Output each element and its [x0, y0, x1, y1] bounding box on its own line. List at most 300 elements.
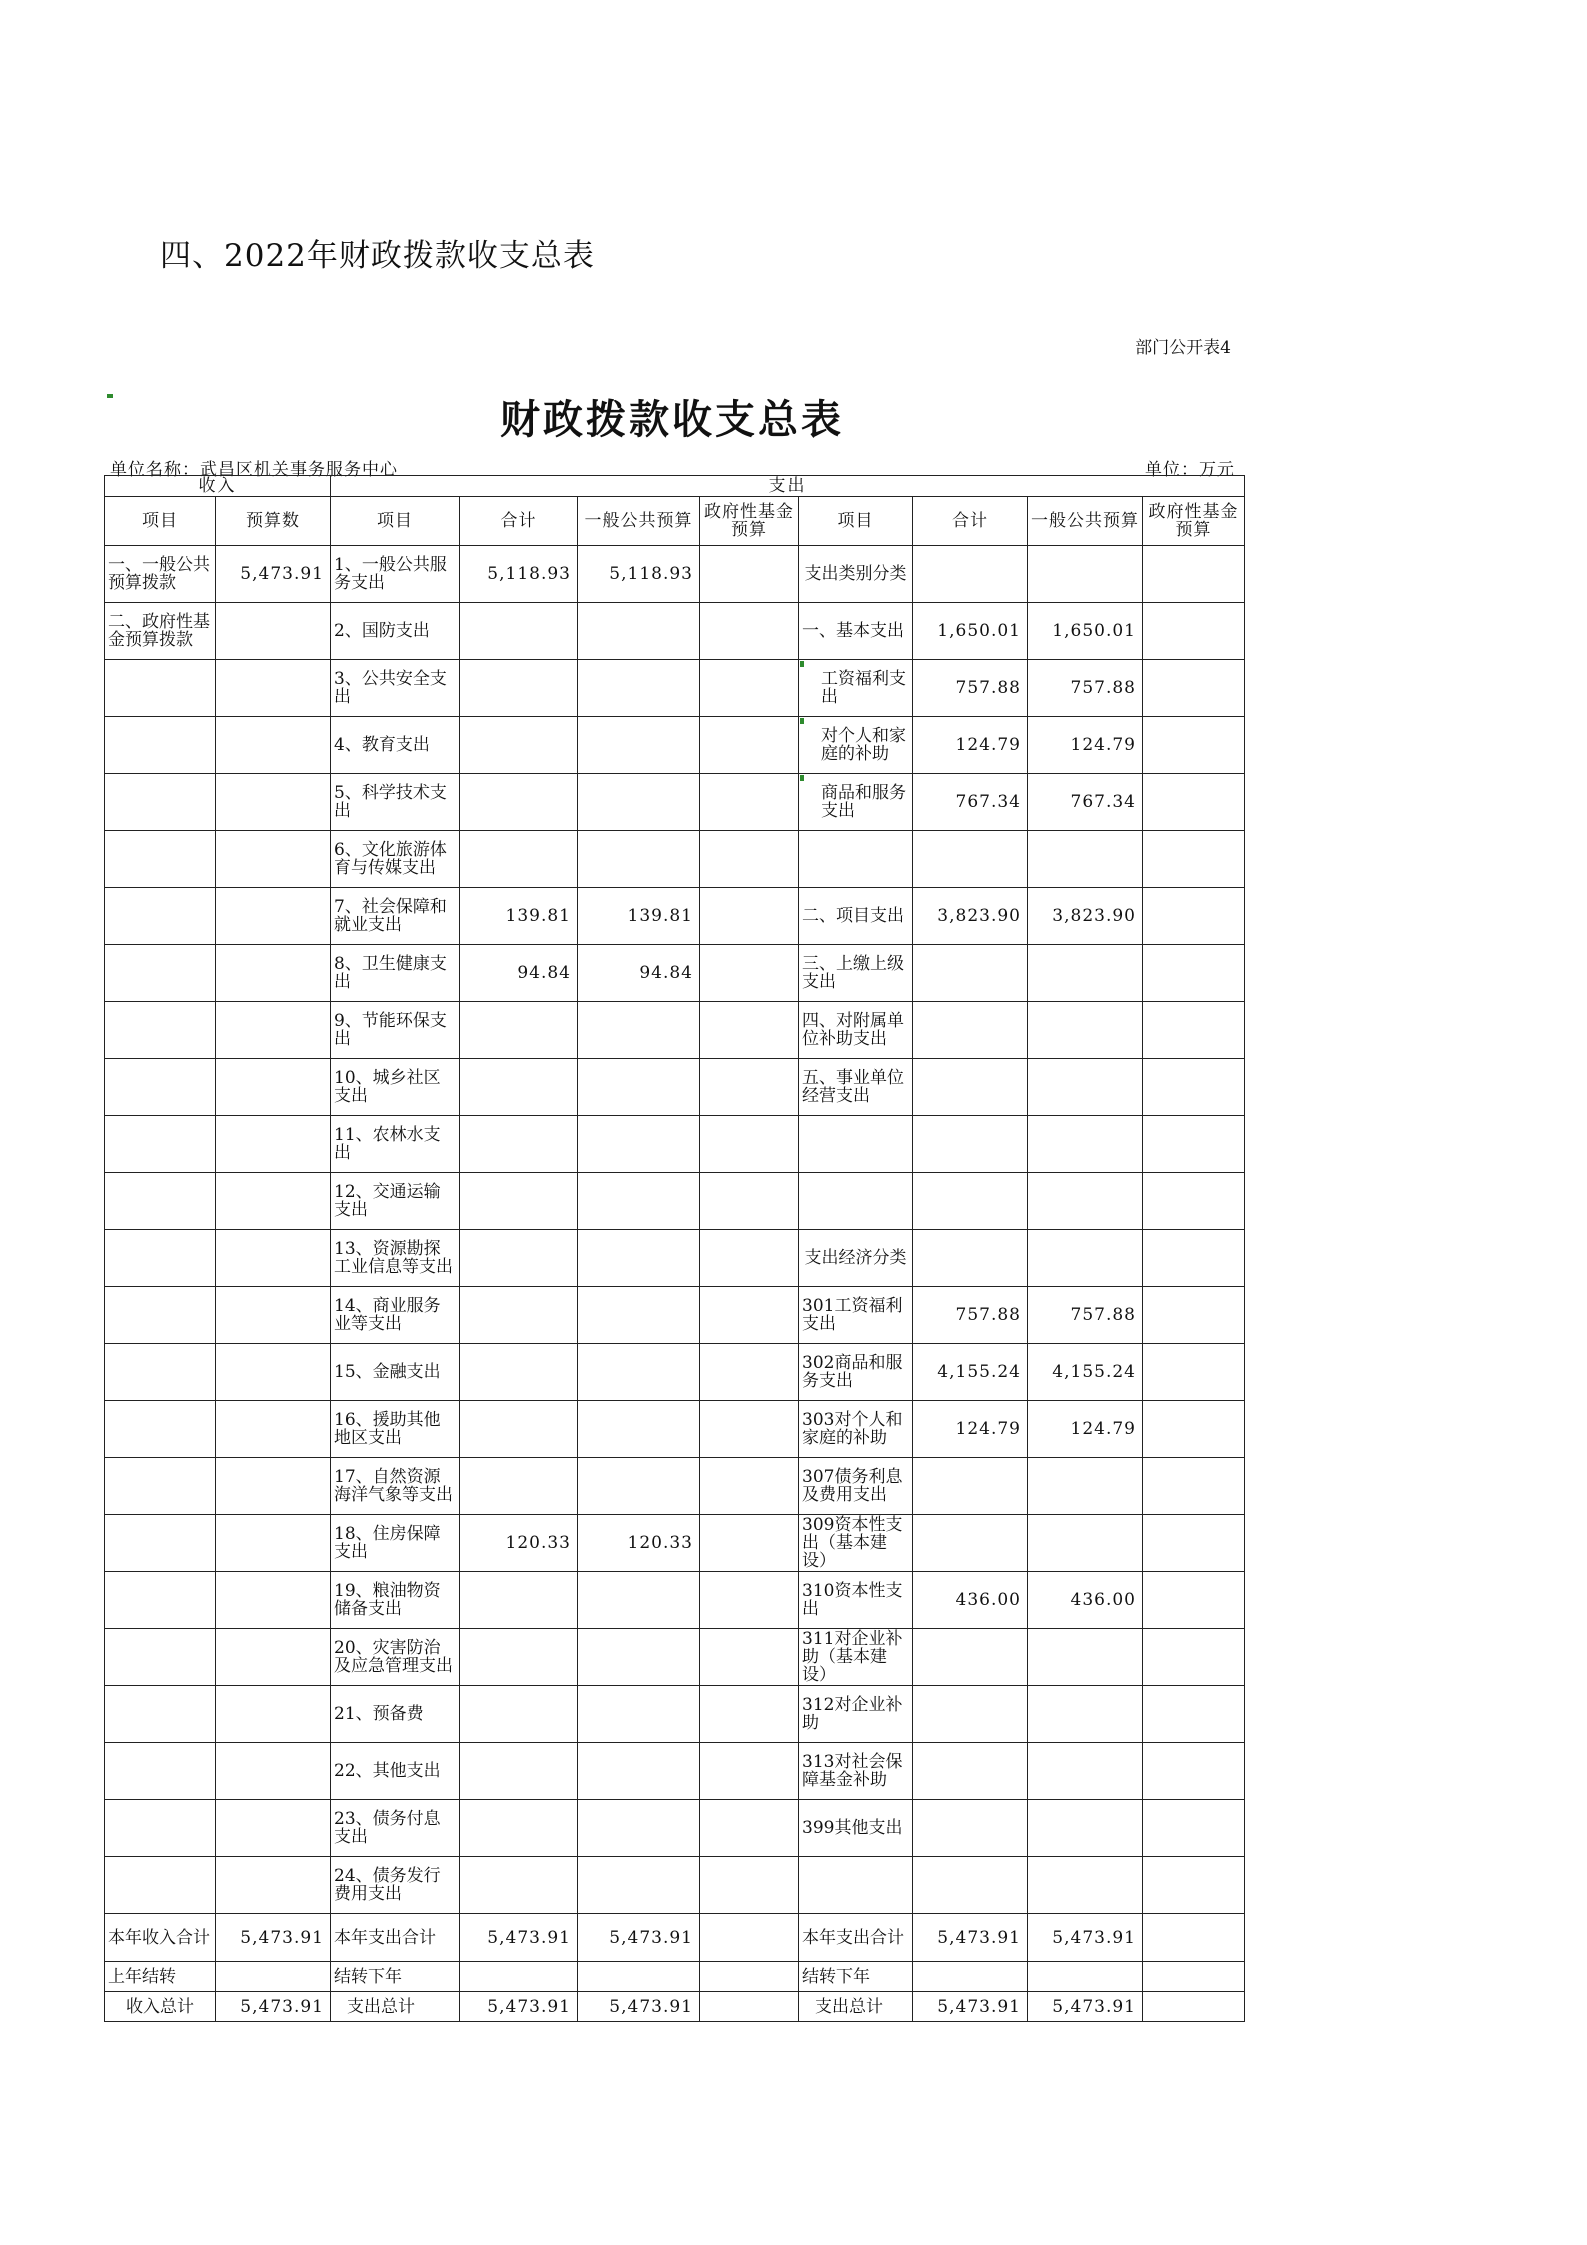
class-item-cell: 商品和服务支出 — [799, 774, 913, 831]
income-budget-cell — [216, 717, 331, 774]
class-gov-fund-cell — [1143, 1914, 1245, 1962]
class-item-cell — [799, 1116, 913, 1173]
income-budget-cell — [216, 1629, 331, 1686]
expense-item-cell: 结转下年 — [331, 1962, 460, 1992]
class-general-cell — [1028, 1800, 1143, 1857]
class-item-cell: 支出总计 — [799, 1992, 913, 2022]
income-budget-cell — [216, 774, 331, 831]
income-budget-cell — [216, 1962, 331, 1992]
income-budget-cell — [216, 1059, 331, 1116]
class-gov-fund-cell — [1143, 1344, 1245, 1401]
class-general-cell — [1028, 1002, 1143, 1059]
table-row — [105, 1800, 1245, 1857]
expense-gov-fund-cell — [700, 774, 799, 831]
table-row — [105, 1401, 1245, 1458]
expense-total-cell — [460, 1002, 578, 1059]
expense-item-cell: 15、金融支出 — [331, 1344, 460, 1401]
class-item-cell: 本年支出合计 — [799, 1914, 913, 1962]
table-row — [105, 1230, 1245, 1287]
income-item-cell — [105, 1686, 216, 1743]
class-general-cell — [1028, 1515, 1143, 1572]
income-item-cell — [105, 1572, 216, 1629]
expense-total-cell — [460, 831, 578, 888]
unit-label: 单位：万元 — [1145, 460, 1235, 480]
table-row — [105, 660, 1245, 717]
income-budget-cell — [216, 1344, 331, 1401]
income-item-cell — [105, 1173, 216, 1230]
class-item-cell: 302商品和服务支出 — [799, 1344, 913, 1401]
class-item-cell: 三、上缴上级支出 — [799, 945, 913, 1002]
expense-item-cell: 20、灾害防治及应急管理支出 — [331, 1629, 460, 1686]
class-gov-fund-cell — [1143, 774, 1245, 831]
expense-total-cell: 139.81 — [460, 888, 578, 945]
expense-general-cell — [578, 1287, 700, 1344]
class-general-cell — [1028, 1230, 1143, 1287]
class-general-cell — [1028, 831, 1143, 888]
table-row — [105, 1686, 1245, 1743]
expense-item-cell: 24、债务发行费用支出 — [331, 1857, 460, 1914]
expense-total-cell — [460, 1173, 578, 1230]
expense-general-cell — [578, 1059, 700, 1116]
class-item-cell: 307债务利息及费用支出 — [799, 1458, 913, 1515]
expense-gov-fund-cell — [700, 1401, 799, 1458]
class-item-cell — [799, 1857, 913, 1914]
class-general-cell — [1028, 1173, 1143, 1230]
class-general-cell: 4,155.24 — [1028, 1344, 1143, 1401]
class-item-cell: 399其他支出 — [799, 1800, 913, 1857]
income-budget-cell — [216, 1686, 331, 1743]
income-item-cell — [105, 1116, 216, 1173]
class-gov-fund-cell — [1143, 1743, 1245, 1800]
expense-item-cell: 19、粮油物资储备支出 — [331, 1572, 460, 1629]
expense-total-cell — [460, 603, 578, 660]
table-row — [105, 1287, 1245, 1344]
expense-general-cell — [578, 1458, 700, 1515]
class-total-cell: 1,650.01 — [913, 603, 1028, 660]
class-item-cell: 五、事业单位经营支出 — [799, 1059, 913, 1116]
class-total-cell: 3,823.90 — [913, 888, 1028, 945]
class-gov-fund-cell — [1143, 717, 1245, 774]
class-total-cell — [913, 546, 1028, 603]
expense-gov-fund-cell — [700, 717, 799, 774]
class-total-cell — [913, 1116, 1028, 1173]
income-item-cell — [105, 1002, 216, 1059]
class-total-cell — [913, 1800, 1028, 1857]
class-total-cell — [913, 1458, 1028, 1515]
class-item-cell: 结转下年 — [799, 1962, 913, 1992]
expense-general-cell — [578, 603, 700, 660]
expense-gov-fund-cell — [700, 1002, 799, 1059]
class-total-cell — [913, 1743, 1028, 1800]
expense-general-cell — [578, 1572, 700, 1629]
income-item-cell — [105, 1800, 216, 1857]
income-budget-cell — [216, 1458, 331, 1515]
expense-general-cell — [578, 1800, 700, 1857]
expense-gov-fund-cell — [700, 1116, 799, 1173]
expense-item-cell: 支出总计 — [331, 1992, 460, 2022]
expense-total-cell — [460, 1800, 578, 1857]
expense-general-cell: 120.33 — [578, 1515, 700, 1572]
income-item-cell — [105, 1629, 216, 1686]
expense-general-cell — [578, 1629, 700, 1686]
income-budget-cell — [216, 1173, 331, 1230]
expense-total-cell — [460, 1116, 578, 1173]
expense-general-cell — [578, 1173, 700, 1230]
class-gov-fund-cell — [1143, 831, 1245, 888]
income-budget-cell — [216, 1230, 331, 1287]
income-item-cell — [105, 1401, 216, 1458]
expense-item-cell: 7、社会保障和就业支出 — [331, 888, 460, 945]
year-total-row — [105, 1914, 1245, 1962]
class-total-cell: 5,473.91 — [913, 1992, 1028, 2022]
expense-gov-fund-cell — [700, 1962, 799, 1992]
expense-total-cell: 94.84 — [460, 945, 578, 1002]
grand-total-row — [105, 1992, 1245, 2022]
table-row — [105, 1572, 1245, 1629]
section-heading: 四、2022年财政拨款收支总表 — [160, 238, 595, 274]
income-item-cell — [105, 660, 216, 717]
income-budget-cell — [216, 1401, 331, 1458]
expense-general-cell — [578, 1344, 700, 1401]
table-row — [105, 546, 1245, 603]
class-item-cell: 312对企业补助 — [799, 1686, 913, 1743]
class-general-cell: 124.79 — [1028, 1401, 1143, 1458]
class-total-cell: 767.34 — [913, 774, 1028, 831]
expense-gov-fund-cell — [700, 1515, 799, 1572]
table-row — [105, 603, 1245, 660]
expense-general-cell — [578, 774, 700, 831]
class-total-cell: 5,473.91 — [913, 1914, 1028, 1962]
expense-general-cell — [578, 660, 700, 717]
expense-gov-fund-cell — [700, 1629, 799, 1686]
class-general-cell — [1028, 1743, 1143, 1800]
expense-item-cell: 9、节能环保支出 — [331, 1002, 460, 1059]
expense-general-cell: 94.84 — [578, 945, 700, 1002]
table-row — [105, 1059, 1245, 1116]
class-total-cell — [913, 831, 1028, 888]
income-item-cell — [105, 1743, 216, 1800]
expense-gov-fund-cell — [700, 888, 799, 945]
expense-gov-fund-cell — [700, 1857, 799, 1914]
income-item-cell — [105, 1287, 216, 1344]
class-item-cell: 303对个人和家庭的补助 — [799, 1401, 913, 1458]
class-gov-fund-cell — [1143, 546, 1245, 603]
expense-group-header: 支出 — [331, 476, 1245, 497]
class-total-cell: 757.88 — [913, 660, 1028, 717]
class-gov-fund-cell — [1143, 1857, 1245, 1914]
expense-item-cell: 23、债务付息支出 — [331, 1800, 460, 1857]
expense-item-cell: 4、教育支出 — [331, 717, 460, 774]
expense-total-cell — [460, 1401, 578, 1458]
income-item-cell — [105, 1059, 216, 1116]
expense-item-cell: 6、文化旅游体育与传媒支出 — [331, 831, 460, 888]
expense-gov-fund-cell — [700, 1287, 799, 1344]
expense-gov-fund-cell — [700, 1992, 799, 2022]
class-general-cell — [1028, 945, 1143, 1002]
table-row — [105, 831, 1245, 888]
expense-item-cell: 22、其他支出 — [331, 1743, 460, 1800]
expense-item-cell: 10、城乡社区支出 — [331, 1059, 460, 1116]
class-general-cell: 124.79 — [1028, 717, 1143, 774]
expense-gov-fund-cell — [700, 1686, 799, 1743]
class-gov-fund-cell — [1143, 945, 1245, 1002]
class-general-cell — [1028, 1962, 1143, 1992]
column-header-row — [105, 497, 1245, 546]
income-item-cell: 二、政府性基金预算拨款 — [105, 603, 216, 660]
class-gov-fund-cell — [1143, 1686, 1245, 1743]
income-item-cell — [105, 1344, 216, 1401]
expense-total-cell: 120.33 — [460, 1515, 578, 1572]
class-general-cell: 757.88 — [1028, 660, 1143, 717]
class-total-cell — [913, 1686, 1028, 1743]
expense-general-cell — [578, 831, 700, 888]
table-row — [105, 1857, 1245, 1914]
expense-item-cell: 17、自然资源海洋气象等支出 — [331, 1458, 460, 1515]
expense-gov-fund-cell — [700, 1173, 799, 1230]
class-general-cell: 1,650.01 — [1028, 603, 1143, 660]
class-item-cell: 一、基本支出 — [799, 603, 913, 660]
income-item-cell — [105, 1857, 216, 1914]
class-gov-fund-cell — [1143, 1002, 1245, 1059]
class-gov-fund-cell — [1143, 1401, 1245, 1458]
class-general-cell: 3,823.90 — [1028, 888, 1143, 945]
expense-total-cell — [460, 1962, 578, 1992]
expense-total-cell: 5,473.91 — [460, 1992, 578, 2022]
class-gov-fund-cell — [1143, 1059, 1245, 1116]
class-gov-fund-cell — [1143, 888, 1245, 945]
table-row — [105, 1002, 1245, 1059]
table-row — [105, 1116, 1245, 1173]
fiscal-summary-table — [104, 475, 1245, 2022]
col-header-cls-item: 项目 — [799, 497, 913, 546]
expense-item-cell: 5、科学技术支出 — [331, 774, 460, 831]
income-item-cell — [105, 888, 216, 945]
class-general-cell: 436.00 — [1028, 1572, 1143, 1629]
income-item-cell — [105, 945, 216, 1002]
expense-total-cell: 5,473.91 — [460, 1914, 578, 1962]
col-header-cls-general: 一般公共预算 — [1028, 497, 1143, 546]
income-budget-cell — [216, 1857, 331, 1914]
income-item-cell — [105, 831, 216, 888]
table-row — [105, 1743, 1245, 1800]
class-general-cell — [1028, 546, 1143, 603]
income-budget-cell — [216, 1515, 331, 1572]
income-item-cell: 本年收入合计 — [105, 1914, 216, 1962]
expense-total-cell — [460, 1059, 578, 1116]
income-item-cell — [105, 1515, 216, 1572]
expense-general-cell: 139.81 — [578, 888, 700, 945]
col-header-cls-gov-fund: 政府性基金预算 — [1143, 497, 1245, 546]
class-total-cell: 124.79 — [913, 717, 1028, 774]
income-budget-cell — [216, 1116, 331, 1173]
group-header-row — [105, 476, 1245, 497]
income-budget-cell — [216, 1743, 331, 1800]
expense-general-cell — [578, 1686, 700, 1743]
expense-total-cell — [460, 660, 578, 717]
class-item-cell: 对个人和家庭的补助 — [799, 717, 913, 774]
expense-item-cell: 16、援助其他地区支出 — [331, 1401, 460, 1458]
carry-over-row — [105, 1962, 1245, 1992]
class-gov-fund-cell — [1143, 1962, 1245, 1992]
class-item-cell: 四、对附属单位补助支出 — [799, 1002, 913, 1059]
class-item-cell — [799, 831, 913, 888]
col-header-cls-total: 合计 — [913, 497, 1028, 546]
class-item-cell: 313对社会保障基金补助 — [799, 1743, 913, 1800]
class-total-cell: 124.79 — [913, 1401, 1028, 1458]
income-budget-cell — [216, 1287, 331, 1344]
class-general-cell — [1028, 1458, 1143, 1515]
expense-item-cell: 13、资源勘探工业信息等支出 — [331, 1230, 460, 1287]
table-row — [105, 1458, 1245, 1515]
col-header-income-budget: 预算数 — [216, 497, 331, 546]
expense-general-cell: 5,118.93 — [578, 546, 700, 603]
class-total-cell — [913, 1002, 1028, 1059]
expense-total-cell — [460, 717, 578, 774]
expense-general-cell — [578, 1857, 700, 1914]
table-row — [105, 1515, 1245, 1572]
class-gov-fund-cell — [1143, 1287, 1245, 1344]
income-item-cell — [105, 774, 216, 831]
expense-total-cell — [460, 1572, 578, 1629]
class-gov-fund-cell — [1143, 1230, 1245, 1287]
income-item-cell — [105, 1458, 216, 1515]
class-gov-fund-cell — [1143, 1116, 1245, 1173]
expense-gov-fund-cell — [700, 1230, 799, 1287]
expense-total-cell — [460, 1857, 578, 1914]
table-row — [105, 1173, 1245, 1230]
expense-gov-fund-cell — [700, 1743, 799, 1800]
class-general-cell — [1028, 1116, 1143, 1173]
income-budget-cell: 5,473.91 — [216, 1992, 331, 2022]
expense-general-cell — [578, 1002, 700, 1059]
income-item-cell: 一、一般公共预算拨款 — [105, 546, 216, 603]
class-item-cell — [799, 1173, 913, 1230]
class-general-cell — [1028, 1857, 1143, 1914]
expense-general-cell: 5,473.91 — [578, 1914, 700, 1962]
income-item-cell: 上年结转 — [105, 1962, 216, 1992]
income-item-cell — [105, 717, 216, 774]
class-total-cell: 4,155.24 — [913, 1344, 1028, 1401]
class-gov-fund-cell — [1143, 1458, 1245, 1515]
table-row — [105, 945, 1245, 1002]
expense-item-cell: 8、卫生健康支出 — [331, 945, 460, 1002]
expense-gov-fund-cell — [700, 603, 799, 660]
expense-general-cell: 5,473.91 — [578, 1992, 700, 2022]
expense-gov-fund-cell — [700, 660, 799, 717]
table-code: 部门公开表4 — [1135, 338, 1231, 358]
expense-general-cell — [578, 1230, 700, 1287]
expense-total-cell — [460, 774, 578, 831]
expense-gov-fund-cell — [700, 1059, 799, 1116]
income-budget-cell — [216, 888, 331, 945]
expense-item-cell: 3、公共安全支出 — [331, 660, 460, 717]
expense-item-cell: 18、住房保障支出 — [331, 1515, 460, 1572]
expense-gov-fund-cell — [700, 945, 799, 1002]
class-gov-fund-cell — [1143, 1800, 1245, 1857]
expense-total-cell — [460, 1287, 578, 1344]
table-row — [105, 1629, 1245, 1686]
class-total-cell — [913, 1629, 1028, 1686]
class-general-cell: 5,473.91 — [1028, 1992, 1143, 2022]
expense-item-cell: 14、商业服务业等支出 — [331, 1287, 460, 1344]
class-item-cell: 二、项目支出 — [799, 888, 913, 945]
expense-total-cell — [460, 1458, 578, 1515]
class-gov-fund-cell — [1143, 1992, 1245, 2022]
expense-gov-fund-cell — [700, 546, 799, 603]
class-general-cell — [1028, 1629, 1143, 1686]
class-total-cell — [913, 1962, 1028, 1992]
income-budget-cell: 5,473.91 — [216, 546, 331, 603]
class-total-cell: 436.00 — [913, 1572, 1028, 1629]
class-item-cell: 工资福利支出 — [799, 660, 913, 717]
expense-general-cell — [578, 1401, 700, 1458]
income-budget-cell — [216, 660, 331, 717]
class-general-cell: 767.34 — [1028, 774, 1143, 831]
class-total-cell: 757.88 — [913, 1287, 1028, 1344]
income-budget-cell — [216, 1572, 331, 1629]
table-row — [105, 888, 1245, 945]
class-gov-fund-cell — [1143, 1629, 1245, 1686]
income-budget-cell: 5,473.91 — [216, 1914, 331, 1962]
expense-gov-fund-cell — [700, 1458, 799, 1515]
income-budget-cell — [216, 1800, 331, 1857]
expense-total-cell — [460, 1629, 578, 1686]
table-title: 财政拨款收支总表 — [500, 396, 844, 443]
expense-gov-fund-cell — [700, 1572, 799, 1629]
income-item-cell: 收入总计 — [105, 1992, 216, 2022]
unit-name: 单位名称：武昌区机关事务服务中心 — [110, 460, 398, 480]
col-header-exp-gov-fund: 政府性基金预算 — [700, 497, 799, 546]
class-gov-fund-cell — [1143, 1173, 1245, 1230]
class-gov-fund-cell — [1143, 1572, 1245, 1629]
col-header-income-item: 项目 — [105, 497, 216, 546]
class-general-cell — [1028, 1059, 1143, 1116]
income-budget-cell — [216, 1002, 331, 1059]
class-total-cell — [913, 1515, 1028, 1572]
expense-item-cell: 12、交通运输支出 — [331, 1173, 460, 1230]
class-item-cell: 支出经济分类 — [799, 1230, 913, 1287]
class-total-cell — [913, 1059, 1028, 1116]
class-total-cell — [913, 1230, 1028, 1287]
expense-total-cell — [460, 1686, 578, 1743]
class-item-cell: 支出类别分类 — [799, 546, 913, 603]
class-gov-fund-cell — [1143, 603, 1245, 660]
expense-total-cell — [460, 1230, 578, 1287]
class-gov-fund-cell — [1143, 660, 1245, 717]
income-budget-cell — [216, 603, 331, 660]
class-item-cell: 310资本性支出 — [799, 1572, 913, 1629]
col-header-exp-general: 一般公共预算 — [578, 497, 700, 546]
class-total-cell — [913, 945, 1028, 1002]
class-gov-fund-cell — [1143, 1515, 1245, 1572]
class-general-cell: 5,473.91 — [1028, 1914, 1143, 1962]
expense-total-cell — [460, 1344, 578, 1401]
table-row — [105, 1344, 1245, 1401]
class-general-cell: 757.88 — [1028, 1287, 1143, 1344]
table-row — [105, 774, 1245, 831]
income-budget-cell — [216, 945, 331, 1002]
expense-gov-fund-cell — [700, 1914, 799, 1962]
col-header-exp-total: 合计 — [460, 497, 578, 546]
income-item-cell — [105, 1230, 216, 1287]
expense-item-cell: 21、预备费 — [331, 1686, 460, 1743]
income-group-header: 收入 — [105, 476, 331, 497]
expense-general-cell — [578, 1743, 700, 1800]
class-item-cell: 301工资福利支出 — [799, 1287, 913, 1344]
expense-gov-fund-cell — [700, 831, 799, 888]
expense-gov-fund-cell — [700, 1800, 799, 1857]
expense-gov-fund-cell — [700, 1344, 799, 1401]
